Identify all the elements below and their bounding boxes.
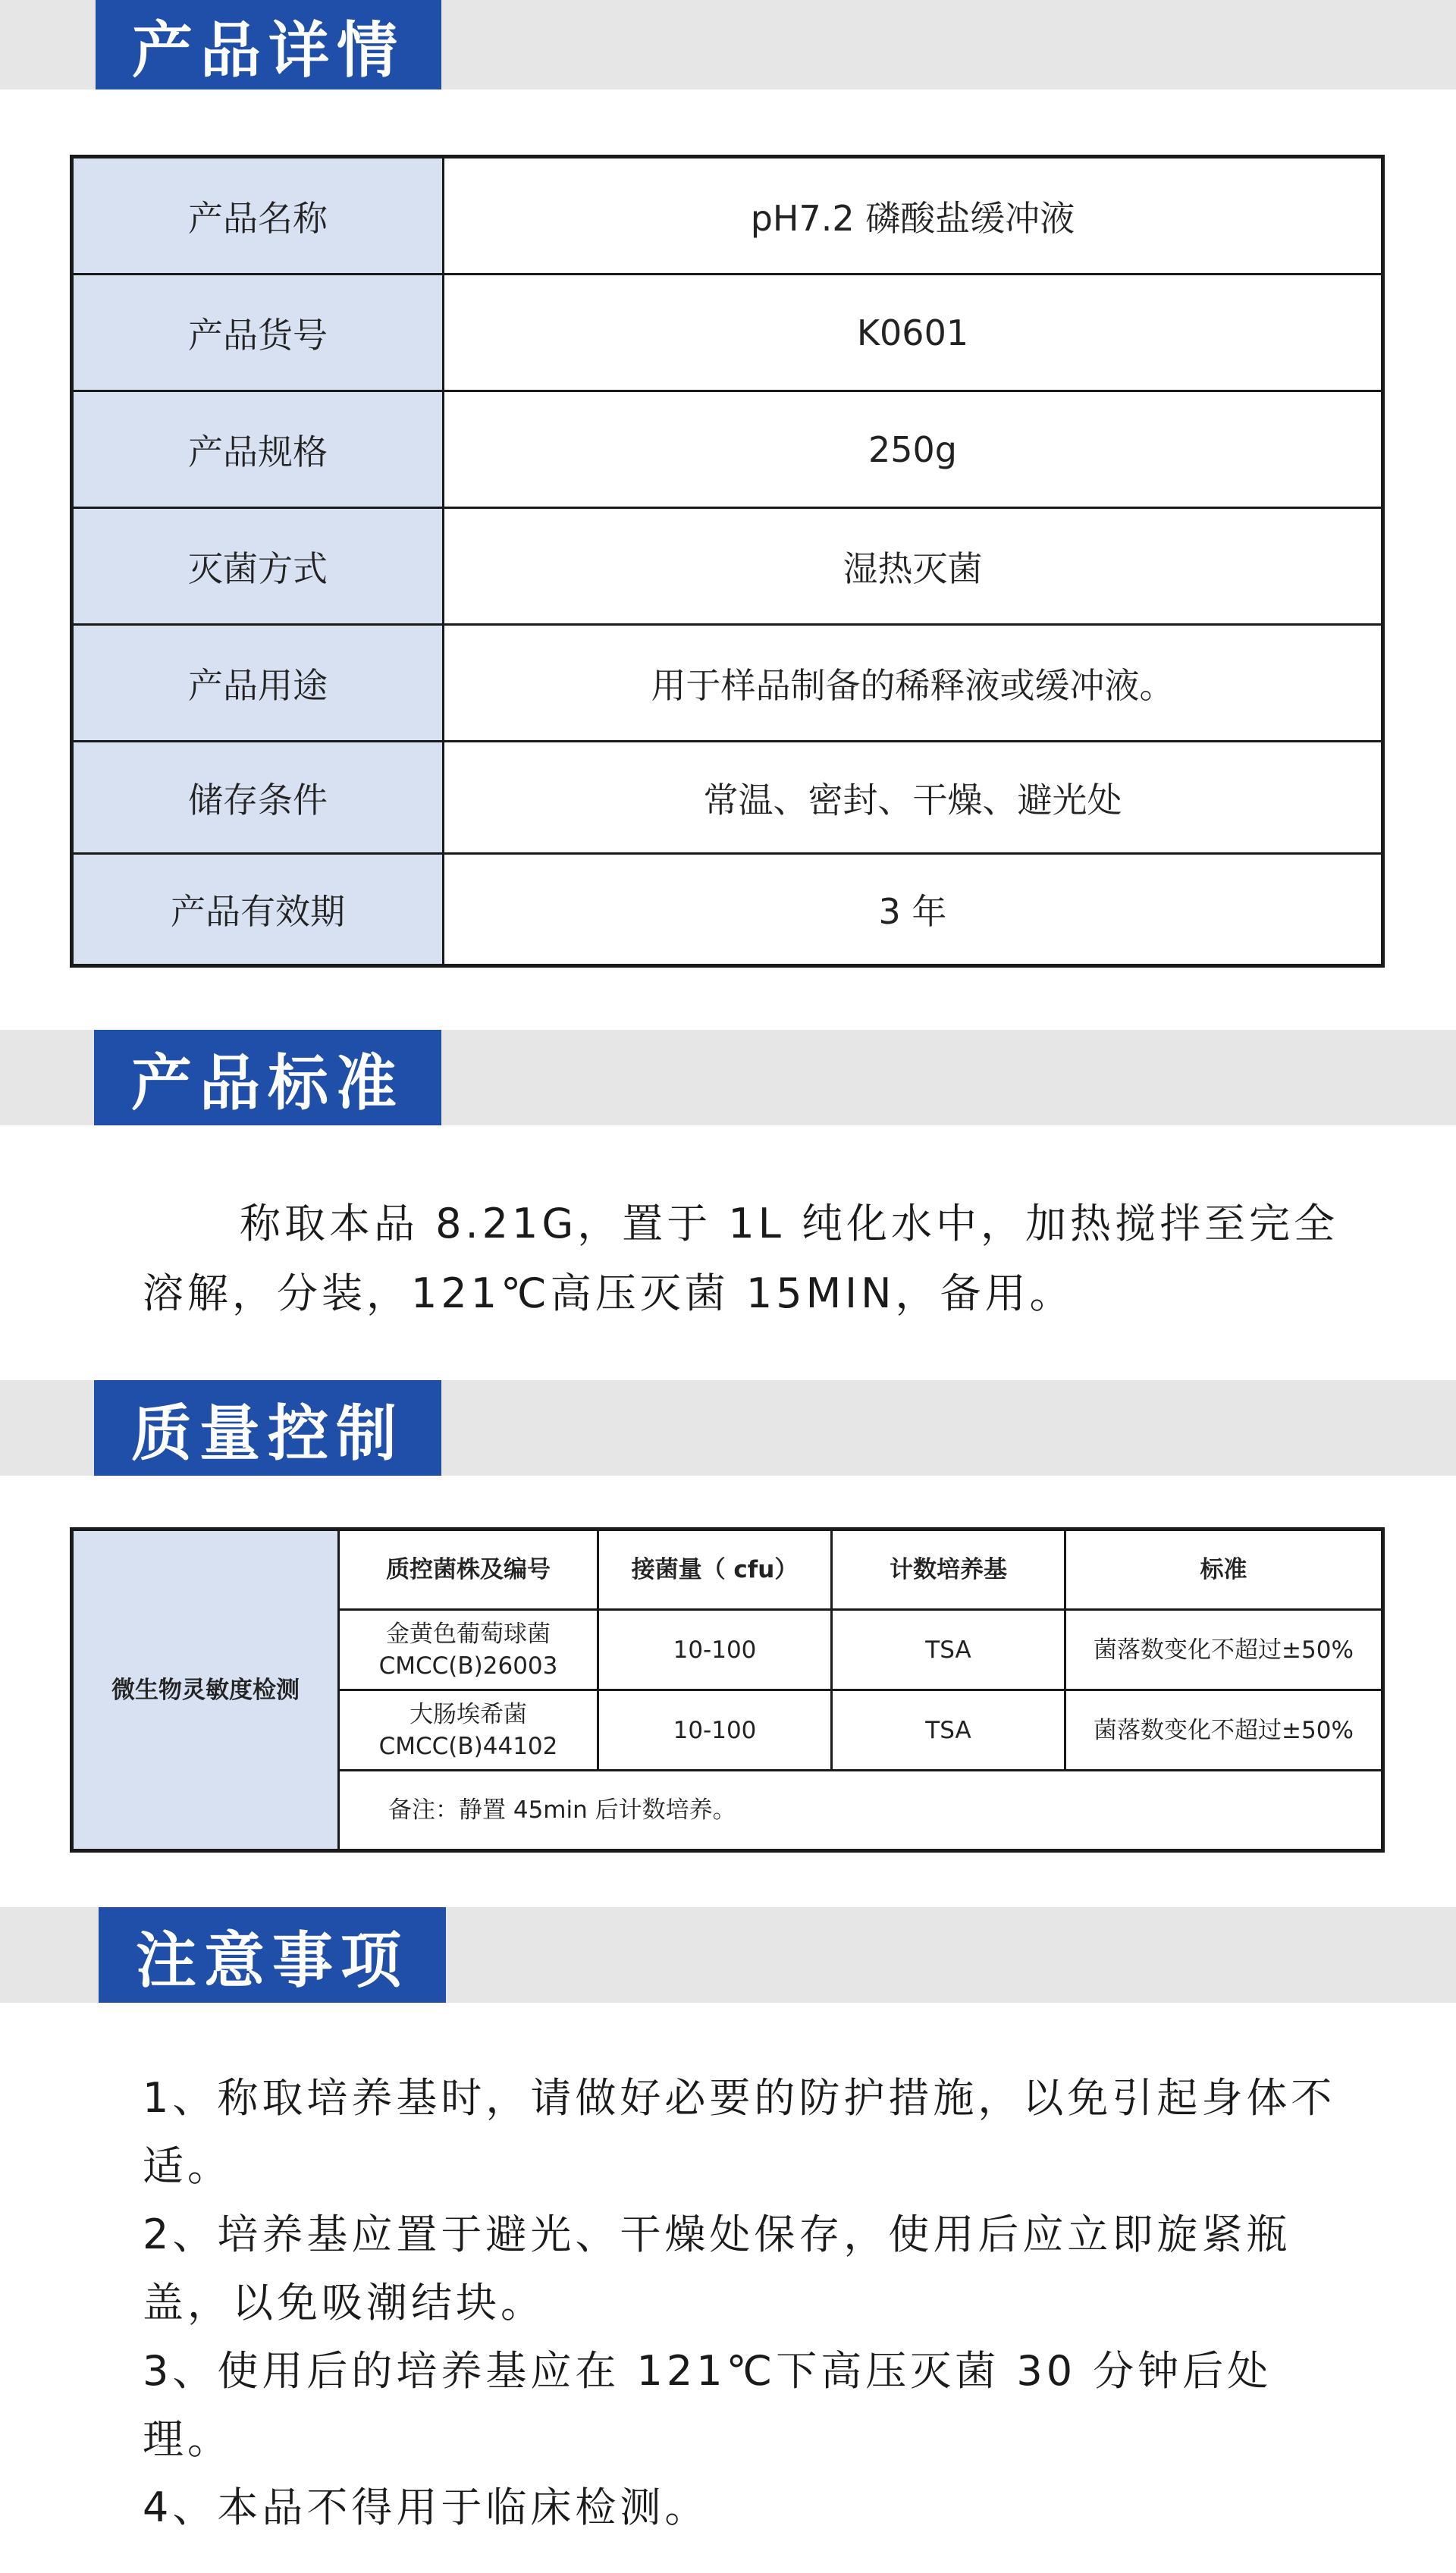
qc-strain-cell bbox=[339, 1690, 598, 1771]
qc-medium: TSA bbox=[832, 1690, 1065, 1771]
qc-inoculum: 10-100 bbox=[598, 1610, 832, 1690]
table-row bbox=[72, 508, 1383, 625]
section-band-standard bbox=[0, 1030, 1456, 1125]
qc-side-label: 微生物灵敏度检测 bbox=[72, 1530, 339, 1851]
qc-inoculum: 10-100 bbox=[598, 1690, 832, 1771]
qc-medium: TSA bbox=[832, 1610, 1065, 1690]
detail-value: 250g bbox=[444, 391, 1383, 508]
notice-item: 2、培养基应置于避光、干燥处保存，使用后应立即旋紧瓶盖，以免吸潮结块。 bbox=[143, 2211, 1291, 2327]
section-band-quality bbox=[0, 1380, 1456, 1476]
section-title-standard: 产品标准 bbox=[94, 1030, 441, 1125]
qc-strain-name: 大肠埃希菌 bbox=[410, 1700, 527, 1728]
detail-value: 用于样品制备的稀释液或缓冲液。 bbox=[444, 625, 1383, 742]
table-row bbox=[72, 1530, 1383, 1610]
qc-strain-name: 金黄色葡萄球菌 bbox=[386, 1620, 551, 1648]
detail-value: 3 年 bbox=[444, 854, 1383, 966]
detail-value: K0601 bbox=[444, 275, 1383, 391]
qc-strain-cell bbox=[339, 1610, 598, 1690]
notice-item: 3、使用后的培养基应在 121℃下高压灭菌 30 分钟后处理。 bbox=[143, 2347, 1272, 2463]
notice-item: 4、本品不得用于临床检测。 bbox=[143, 2484, 710, 2531]
product-details-table bbox=[70, 155, 1385, 968]
table-row bbox=[72, 742, 1383, 854]
table-row bbox=[72, 157, 1383, 275]
table-row bbox=[72, 391, 1383, 508]
table-row bbox=[72, 275, 1383, 391]
detail-value: 湿热灭菌 bbox=[444, 508, 1383, 625]
table-row bbox=[72, 854, 1383, 966]
detail-label: 产品有效期 bbox=[72, 854, 444, 966]
qc-header: 标准 bbox=[1065, 1530, 1383, 1610]
standard-text: 称取本品 8.21G，置于 1L 纯化水中，加热搅拌至完全溶解，分装，121℃高压灭菌 15MIN，备用。 bbox=[143, 1200, 1339, 1317]
table-row bbox=[72, 625, 1383, 742]
section-band-details bbox=[0, 0, 1456, 89]
detail-value: pH7.2 磷酸盐缓冲液 bbox=[444, 157, 1383, 275]
detail-label: 产品名称 bbox=[72, 157, 444, 275]
section-band-notice bbox=[0, 1907, 1456, 2003]
notice-list bbox=[143, 2064, 1356, 2542]
qc-note: 备注：静置 45min 后计数培养。 bbox=[339, 1771, 1383, 1851]
detail-label: 产品用途 bbox=[72, 625, 444, 742]
section-title-quality: 质量控制 bbox=[94, 1380, 441, 1476]
detail-label: 储存条件 bbox=[72, 742, 444, 854]
qc-strain-code: CMCC(B)44102 bbox=[378, 1732, 558, 1760]
qc-header: 接菌量（ cfu） bbox=[598, 1530, 832, 1610]
detail-value: 常温、密封、干燥、避光处 bbox=[444, 742, 1383, 854]
detail-label: 产品货号 bbox=[72, 275, 444, 391]
section-title-notice: 注意事项 bbox=[99, 1907, 446, 2003]
qc-header: 计数培养基 bbox=[832, 1530, 1065, 1610]
section-title-details: 产品详情 bbox=[96, 0, 441, 89]
detail-label: 灭菌方式 bbox=[72, 508, 444, 625]
qc-header: 质控菌株及编号 bbox=[339, 1530, 598, 1610]
notice-item: 1、称取培养基时，请做好必要的防护措施，以免引起身体不适。 bbox=[143, 2074, 1336, 2190]
qc-strain-code: CMCC(B)26003 bbox=[378, 1652, 558, 1680]
detail-label: 产品规格 bbox=[72, 391, 444, 508]
quality-control-table bbox=[70, 1527, 1385, 1853]
qc-standard: 菌落数变化不超过±50% bbox=[1065, 1610, 1383, 1690]
qc-standard: 菌落数变化不超过±50% bbox=[1065, 1690, 1383, 1771]
